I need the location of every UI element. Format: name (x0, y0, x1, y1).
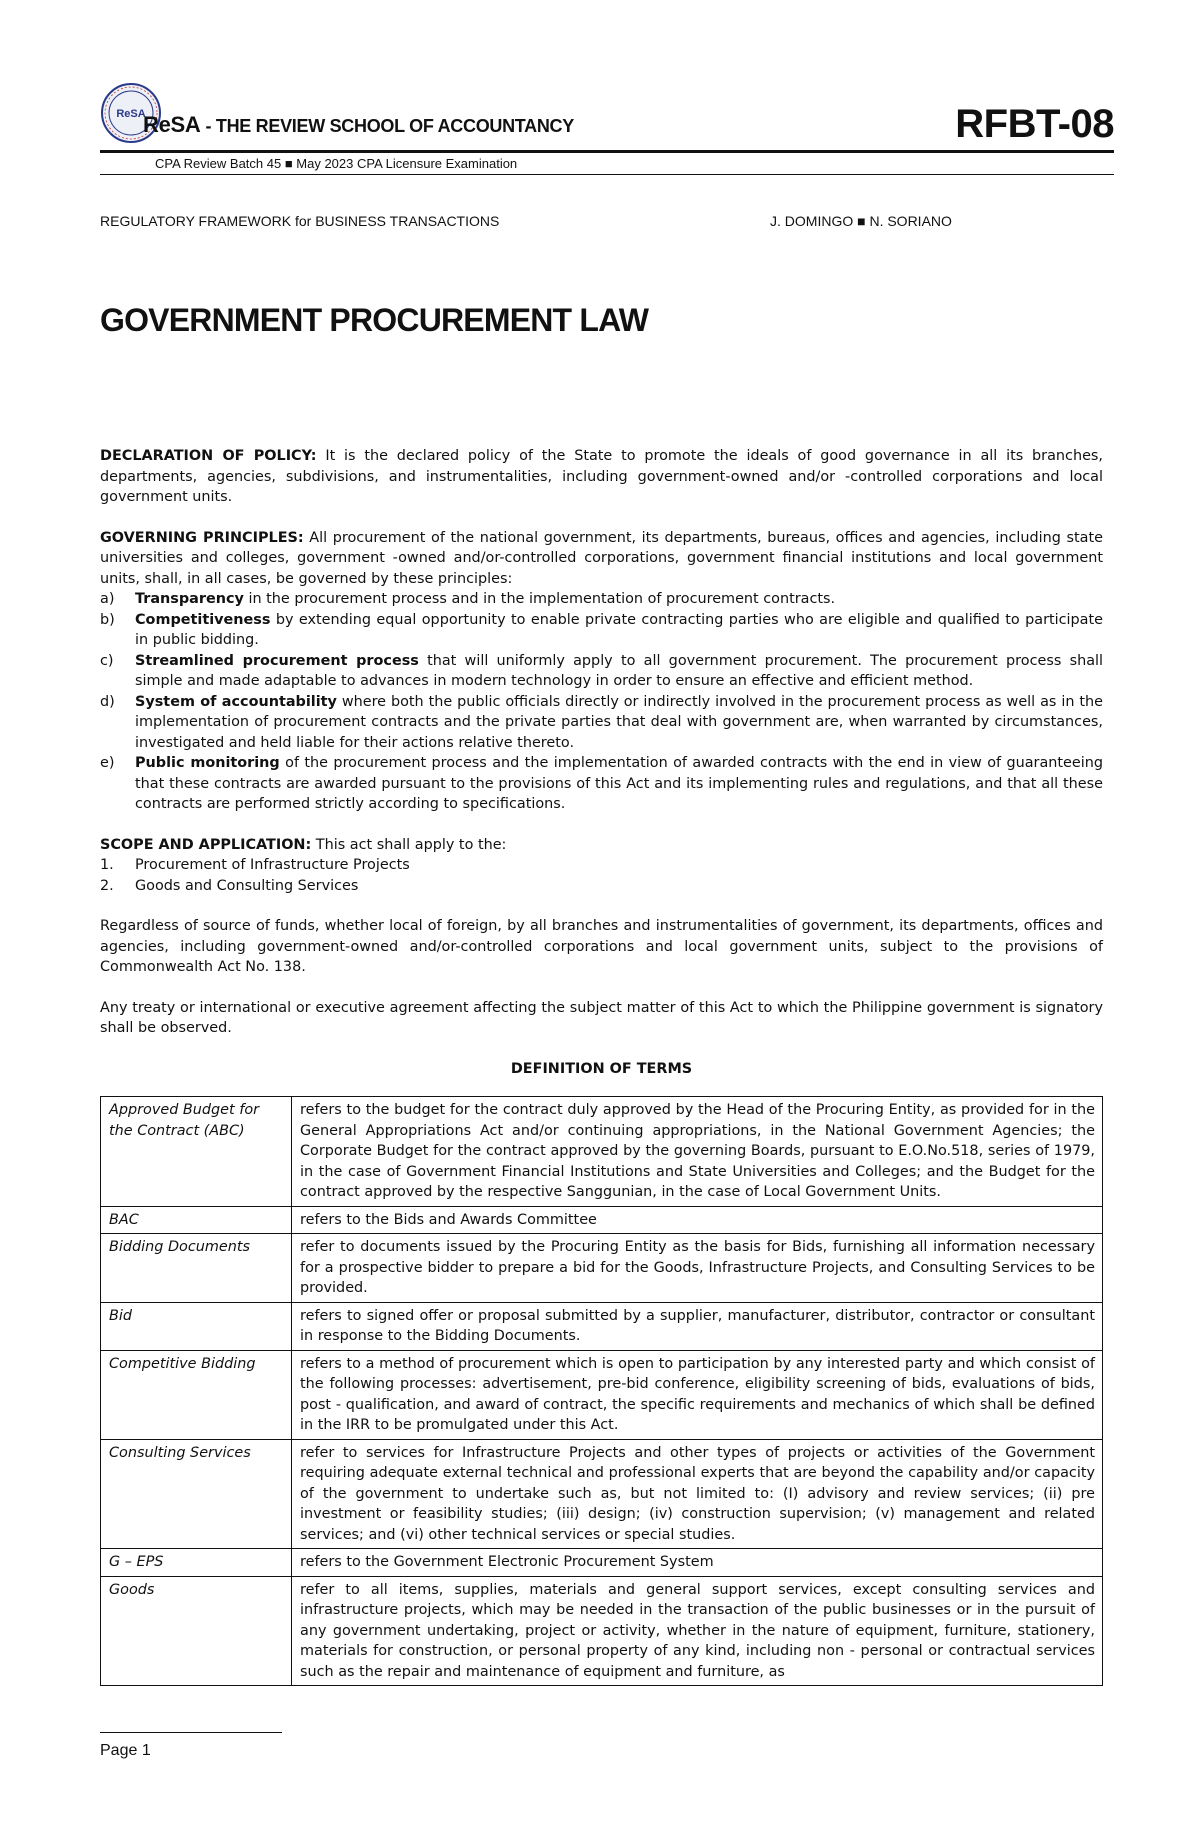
table-row (101, 1097, 1103, 1207)
table-row (101, 1234, 1103, 1303)
list-item: d) System of accountability where both the public officials directly or indirectly involved in the procurement process as well as in the implementation of procurement contracts and the private parties that deal with government are, when warranted by circumstances, investigated and held liable for their actions relative thereto. (100, 693, 1103, 751)
term-cell: Competitive Bidding (101, 1350, 292, 1439)
table-row (101, 1206, 1103, 1234)
definition-cell: refer to services for Infrastructure Projects and other types of projects or activities of the Government requiring adequate external technical and professional experts that are beyond the capability and/or capacity of the government to undertake such as, but not limited to: (I) advisory and review services; (ii) pre investment or feasibility studies; (iii) design; (iv) construction supervision; (v) management and related services; and (vi) other technical services or special studies. (292, 1439, 1103, 1549)
treaty-paragraph: Any treaty or international or executive agreement affecting the subject matter of this Act to which the Philippine government is signatory shall be observed. (100, 999, 1103, 1036)
brand-name: ReSA - THE REVIEW SCHOOL OF ACCOUNTANCY (143, 112, 574, 137)
scope-paragraph: SCOPE AND APPLICATION: This act shall apply to the: (100, 836, 507, 853)
term-cell: BAC (101, 1206, 292, 1234)
definition-cell: refers to signed offer or proposal submitted by a supplier, manufacturer, distributor, contractor or consultant in response to the Bidding Documents. (292, 1302, 1103, 1350)
scope-list (100, 855, 1103, 896)
term-cell: Bid (101, 1302, 292, 1350)
definition-cell: refers to the Government Electronic Procurement System (292, 1549, 1103, 1577)
definitions-heading: DEFINITION OF TERMS (510, 1060, 693, 1077)
list-item: b) Competitiveness by extending equal opportunity to enable private contracting parties who are eligible and qualified to participate in public bidding. (100, 611, 1103, 648)
document-body (100, 446, 1103, 1686)
list-item: e) Public monitoring of the procurement process and the implementation of awarded contracts with the end in view of guaranteeing that these contracts are awarded pursuant to the provisions of this Act and its implementing rules and regulations, and that all these contracts are performed strictly according to specifications. (100, 755, 1103, 812)
scope-funds-paragraph: Regardless of source of funds, whether local of foreign, by all branches and instrumentalities of government, its departments, offices and agencies, including government-owned and/or-controlled corporations and local government units, subject to the provisions of Commonwealth Act No. 138. (100, 918, 1103, 975)
svg-text:ReSA: ReSA (116, 108, 146, 120)
batch-line: CPA Review Batch 45 ■ May 2023 CPA Licensure Examination (155, 156, 518, 171)
footer-rule (100, 1732, 282, 1733)
authors-line: J. DOMINGO ■ N. SORIANO (770, 213, 952, 229)
subject-line: REGULATORY FRAMEWORK for BUSINESS TRANSACTIONS (100, 213, 500, 229)
definition-cell: refer to all items, supplies, materials and general support services, except consulting services and infrastructure projects, which may be needed in the transaction of the public businesses or in the pursuit of any government undertaking, project or activity, whether in the nature of equipment, furniture, stationery, materials for construction, or personal property of any kind, including non - personal or contractual services such as the repair and maintenance of equipment and furniture, as (292, 1576, 1103, 1686)
term-cell: Bidding Documents (101, 1234, 292, 1303)
header-rule-thin (100, 174, 1114, 175)
table-row (101, 1576, 1103, 1686)
term-cell: G – EPS (101, 1549, 292, 1577)
page-number: Page 1 (100, 1742, 151, 1759)
course-code: RFBT-08 (955, 102, 1114, 146)
list-item: a) Transparency in the procurement process and in the implementation of procurement contracts. (100, 591, 836, 607)
declaration-paragraph: DECLARATION OF POLICY: It is the declared policy of the State to promote the ideals of good governance in all its branches, departments, agencies, subdivisions, and instrumentalities, including government-owned and/or -controlled corporations and local government units. (100, 448, 1103, 505)
table-row (101, 1302, 1103, 1350)
list-item: 2. Goods and Consulting Services (100, 877, 359, 894)
header-rule (100, 150, 1114, 153)
table-row (101, 1549, 1103, 1577)
definition-cell: refers to a method of procurement which is open to participation by any interested party and which consist of the following processes: advertisement, pre-bid conference, eligibility screening of bids, evaluations of bids, post - qualification, and award of contract, the specific requirements and mechanics of which shall be defined in the IRR to be promulgated under this Act. (292, 1350, 1103, 1439)
definition-cell: refers to the budget for the contract duly approved by the Head of the Procuring Entity, as provided for in the General Appropriations Act and/or continuing appropriations, in the National Government Agencies; the Corporate Budget for the contract approved by the governing Boards, pursuant to E.O.No.518, series of 1979, in the case of Government Financial Institutions and State Universities and Colleges; and the Budget for the contract approved by the respective Sanggunian, in the case of Local Government Units. (292, 1097, 1103, 1207)
term-cell: Approved Budget for the Contract (ABC) (101, 1097, 292, 1207)
table-row (101, 1439, 1103, 1549)
term-cell: Consulting Services (101, 1439, 292, 1549)
list-item: 1. Procurement of Infrastructure Projects (100, 857, 410, 873)
table-row (101, 1350, 1103, 1439)
principles-list (100, 589, 1103, 815)
definitions-table (100, 1096, 1103, 1686)
list-item: c) Streamlined procurement process that will uniformly apply to all government procurement. The procurement process shall simple and made adaptable to advances in modern technology in order to ensure an effective and efficient method. (100, 652, 1104, 689)
definition-cell: refers to the Bids and Awards Committee (292, 1206, 1103, 1234)
term-cell: Goods (101, 1576, 292, 1686)
page-title: GOVERNMENT PROCUREMENT LAW (100, 302, 649, 338)
governing-paragraph: GOVERNING PRINCIPLES: All procurement of the national government, its departments, bureaus, offices and agencies, including state universities and colleges, government -owned and/or-controlled corporations, government financial institutions and local government units, shall, in all cases, be governed by these principles: (100, 529, 1103, 587)
definition-cell: refer to documents issued by the Procuring Entity as the basis for Bids, furnishing all information necessary for a prospective bidder to prepare a bid for the Goods, Infrastructure Projects, and Consulting Services to be provided. (292, 1234, 1103, 1303)
